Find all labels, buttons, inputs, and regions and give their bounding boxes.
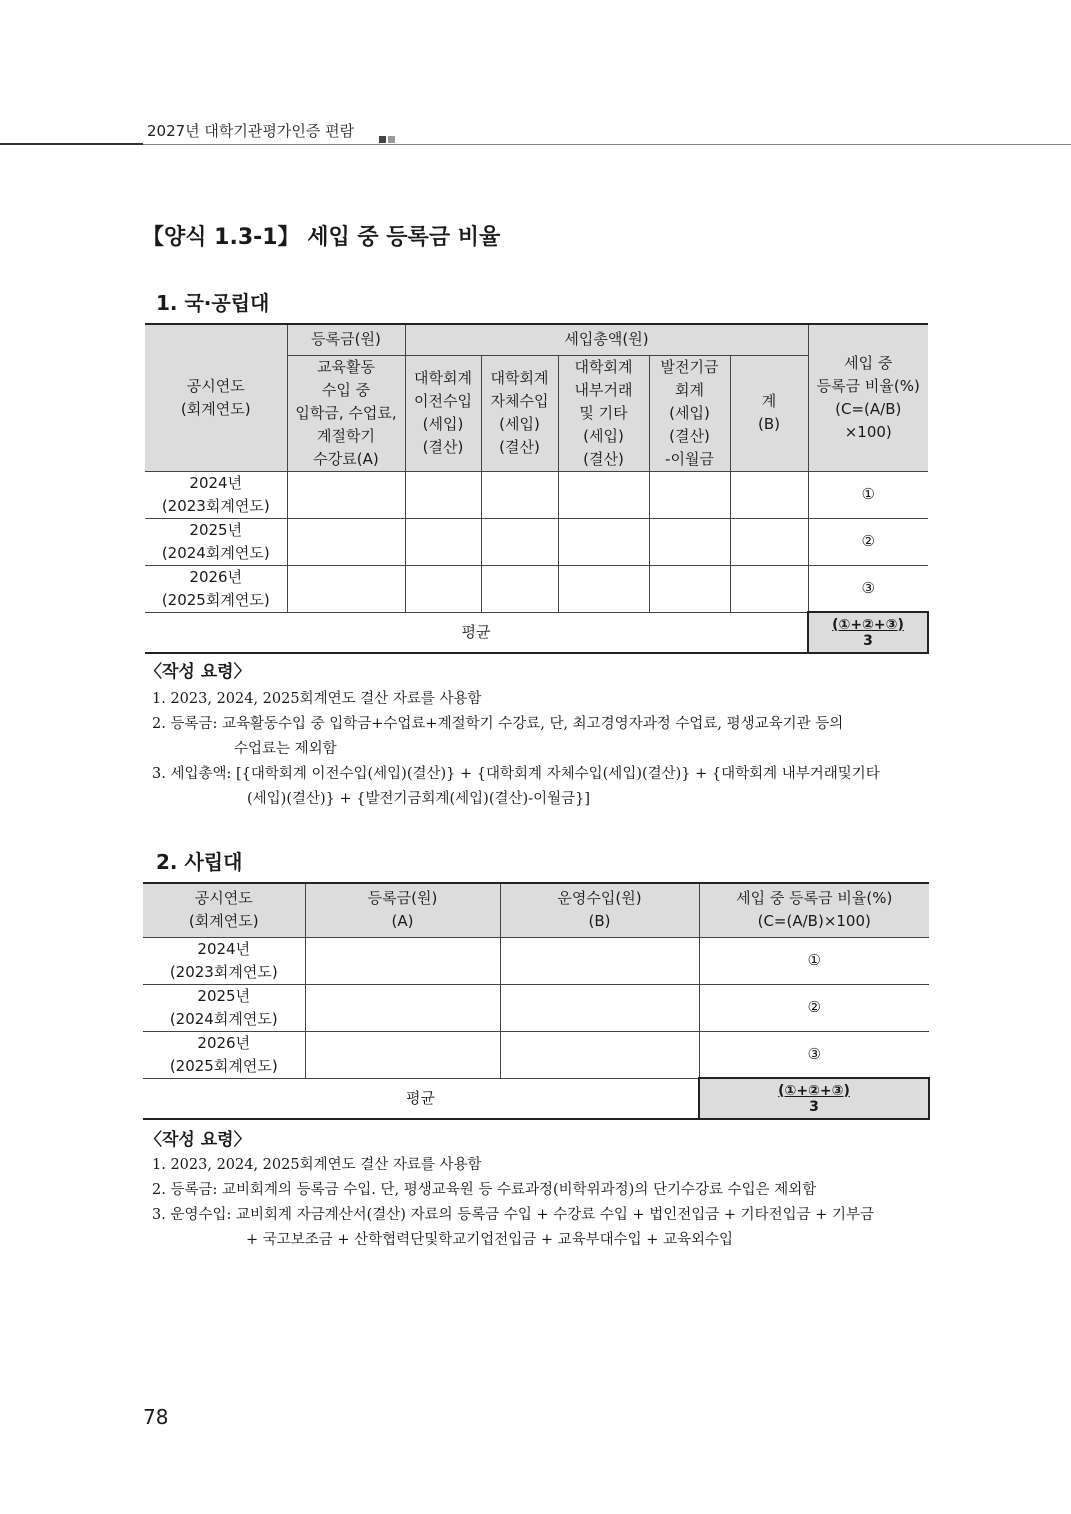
header-transfer-revenue bbox=[405, 355, 481, 471]
guide-item: 2. 등록금: 교비회계의 등록금 수입. 단, 평생교육원 등 수료과정(비학위과정)의 단기수강료 수입은 제외함 bbox=[152, 1182, 817, 1198]
guide-item: 3. 세입총액: [{대학회계 이전수입(세입)(결산)} + {대학회계 자체수입(세입)(결산)} + {대학회계 내부거래및기타 bbox=[152, 766, 880, 782]
average-formula bbox=[699, 1078, 929, 1119]
input-cell[interactable] bbox=[481, 518, 558, 565]
row-year bbox=[143, 984, 305, 1031]
guide-item: 3. 운영수입: 교비회계 자금계산서(결산) 자료의 등록금 수입 + 수강료 수입 + 법인전입금 + 기타전입금 + 기부금 bbox=[152, 1207, 875, 1223]
header-line: (B) bbox=[758, 415, 780, 433]
header-tuition-sub bbox=[287, 355, 405, 471]
input-cell[interactable] bbox=[405, 565, 481, 612]
header-line: 계절학기 bbox=[317, 426, 375, 445]
header-line: 수강료(A) bbox=[313, 449, 379, 468]
ratio-cell[interactable]: ② bbox=[699, 984, 929, 1031]
header-line: 공시연도 bbox=[194, 889, 253, 908]
input-cell[interactable] bbox=[649, 565, 730, 612]
input-cell[interactable] bbox=[405, 518, 481, 565]
row-year-label: 2026년 bbox=[189, 567, 243, 586]
header-line: 대학회계 bbox=[490, 369, 549, 387]
row-year-label: 2026년 bbox=[197, 1033, 251, 1052]
input-cell[interactable] bbox=[649, 471, 730, 518]
row-fiscal-label: (2023회계연도) bbox=[161, 496, 270, 515]
row-year bbox=[145, 565, 287, 612]
input-cell[interactable] bbox=[558, 518, 649, 565]
row-year-label: 2024년 bbox=[189, 473, 243, 492]
formula-numerator: (①+②+③) bbox=[832, 616, 904, 633]
ratio-cell[interactable]: ② bbox=[808, 518, 928, 565]
ratio-cell[interactable]: ③ bbox=[808, 565, 928, 612]
header-year-line: 공시연도 bbox=[186, 376, 245, 395]
header-self-revenue bbox=[481, 355, 558, 471]
row-year bbox=[145, 471, 287, 518]
row-year-label: 2025년 bbox=[197, 986, 251, 1005]
input-cell[interactable] bbox=[287, 471, 405, 518]
header-line: (회계연도) bbox=[188, 912, 259, 931]
guide-item-continuation: 수업료는 제외함 bbox=[234, 741, 337, 757]
header-line: 내부거래 bbox=[574, 380, 633, 399]
private-table bbox=[143, 882, 930, 1120]
guide-item: 2. 등록금: 교육활동수입 중 입학금+수업료+계절학기 수강료, 단, 최고경영자과정 수업료, 평생교육기관 등의 bbox=[152, 716, 844, 732]
header-line: (A) bbox=[391, 912, 414, 931]
header-internal-revenue bbox=[558, 355, 649, 471]
page-number: 78 bbox=[143, 1405, 169, 1429]
table-row bbox=[145, 471, 928, 518]
input-cell[interactable] bbox=[730, 518, 808, 565]
header-line: -이월금 bbox=[665, 449, 714, 468]
row-year-label: 2024년 bbox=[197, 939, 251, 958]
row-fiscal-label: (2025회계연도) bbox=[161, 590, 270, 609]
row-fiscal-label: (2024회계연도) bbox=[161, 543, 270, 562]
input-cell[interactable] bbox=[481, 471, 558, 518]
formula-numerator: (①+②+③) bbox=[778, 1082, 850, 1099]
table-row bbox=[143, 984, 929, 1031]
formula-denominator: 3 bbox=[863, 632, 873, 649]
header-line: (결산) bbox=[499, 438, 540, 456]
header-line: (세입) bbox=[583, 426, 624, 445]
header-ratio-line: ×100) bbox=[844, 422, 892, 441]
national-table bbox=[145, 323, 929, 654]
input-cell[interactable] bbox=[730, 565, 808, 612]
header-line: 대학회계 bbox=[414, 369, 472, 387]
header-ratio bbox=[808, 324, 928, 471]
header-line: (결산) bbox=[583, 449, 624, 468]
input-cell[interactable] bbox=[405, 471, 481, 518]
input-cell[interactable] bbox=[500, 937, 699, 984]
header-ratio-line: 등록금 비율(%) bbox=[816, 376, 920, 395]
input-cell[interactable] bbox=[558, 471, 649, 518]
header-square-light bbox=[388, 136, 395, 143]
header-line: 입학금, 수업료, bbox=[295, 403, 397, 422]
input-cell[interactable] bbox=[730, 471, 808, 518]
header-year bbox=[145, 324, 287, 471]
guide-item: 1. 2023, 2024, 2025회계연도 결산 자료를 사용함 bbox=[152, 691, 482, 707]
guide-item-continuation: + 국고보조금 + 산학협력단및학교기업전입금 + 교육부대수입 + 교육외수입 bbox=[246, 1232, 734, 1248]
header-year-line: (회계연도) bbox=[180, 399, 251, 418]
header-square-dark bbox=[379, 136, 386, 143]
header-line: (세입) bbox=[499, 415, 540, 433]
table-row bbox=[143, 937, 929, 984]
average-label: 평균 bbox=[143, 1078, 699, 1119]
guide-list-private bbox=[152, 1153, 932, 1253]
header-line: 세입 중 등록금 비율(%) bbox=[736, 889, 893, 908]
row-year bbox=[143, 937, 305, 984]
header-line: (B) bbox=[588, 912, 611, 931]
table-row bbox=[145, 565, 928, 612]
input-cell[interactable] bbox=[287, 565, 405, 612]
header-total bbox=[730, 355, 808, 471]
average-formula bbox=[808, 612, 928, 653]
form-title: 【양식 1.3-1】 세입 중 등록금 비율 bbox=[142, 225, 501, 250]
header-ratio-line: (C=(A/B) bbox=[835, 399, 902, 418]
average-row bbox=[143, 1078, 929, 1119]
header-ratio-line: 세입 중 bbox=[844, 353, 893, 372]
input-cell[interactable] bbox=[649, 518, 730, 565]
header-line: 계 bbox=[761, 392, 777, 410]
header-year bbox=[143, 883, 305, 937]
ratio-cell[interactable]: ① bbox=[699, 937, 929, 984]
header-line: (C=(A/B)×100) bbox=[757, 912, 871, 931]
average-row bbox=[145, 612, 928, 653]
header-rule-thin bbox=[143, 144, 1071, 145]
header-line: 회계 bbox=[675, 380, 704, 399]
header-fund-revenue bbox=[649, 355, 730, 471]
input-cell[interactable] bbox=[481, 565, 558, 612]
row-fiscal-label: (2023회계연도) bbox=[169, 962, 278, 981]
guide-item: 1. 2023, 2024, 2025회계연도 결산 자료를 사용함 bbox=[152, 1157, 482, 1173]
formula-denominator: 3 bbox=[809, 1098, 819, 1115]
row-year bbox=[143, 1031, 305, 1078]
header-line: 자체수입 bbox=[490, 392, 549, 410]
header-line: 운영수입(원) bbox=[557, 889, 642, 908]
header-line: 발전기금 bbox=[660, 357, 719, 376]
input-cell[interactable] bbox=[558, 565, 649, 612]
header-line: 수입 중 bbox=[321, 380, 371, 399]
ratio-cell[interactable]: ③ bbox=[699, 1031, 929, 1078]
section-title-private: 2. 사립대 bbox=[156, 850, 243, 874]
header-operating-revenue bbox=[500, 883, 699, 937]
row-fiscal-label: (2024회계연도) bbox=[169, 1009, 278, 1028]
section-title-national: 1. 국·공립대 bbox=[156, 291, 270, 315]
input-cell[interactable] bbox=[287, 518, 405, 565]
header-line: (세입) bbox=[669, 403, 710, 422]
table-row bbox=[143, 1031, 929, 1078]
header-line: 교육활동 bbox=[317, 357, 375, 376]
header-revenue-group: 세입총액(원) bbox=[405, 324, 808, 355]
input-cell[interactable] bbox=[500, 984, 699, 1031]
row-year bbox=[145, 518, 287, 565]
header-line: 대학회계 bbox=[574, 357, 633, 376]
guide-list-national bbox=[152, 687, 932, 812]
input-cell[interactable] bbox=[305, 984, 500, 1031]
table-row bbox=[145, 518, 928, 565]
ratio-cell[interactable]: ① bbox=[808, 471, 928, 518]
input-cell[interactable] bbox=[500, 1031, 699, 1078]
header-line: (결산) bbox=[422, 438, 464, 456]
header-line: (세입) bbox=[422, 415, 464, 433]
guide-title-national: 〈작성 요령〉 bbox=[145, 662, 251, 682]
row-fiscal-label: (2025회계연도) bbox=[169, 1056, 278, 1075]
average-label: 평균 bbox=[145, 612, 808, 653]
header-tuition bbox=[305, 883, 500, 937]
guide-title-private: 〈작성 요령〉 bbox=[145, 1130, 251, 1150]
header-rule-thick bbox=[0, 143, 143, 145]
guide-item-continuation: (세입)(결산)} + {발전기금회계(세입)(결산)-이월금}] bbox=[247, 791, 590, 807]
input-cell[interactable] bbox=[305, 937, 500, 984]
running-header-title: 2027년 대학기관평가인증 편람 bbox=[147, 122, 355, 140]
header-line: 등록금(원) bbox=[367, 889, 438, 908]
header-ratio bbox=[699, 883, 929, 937]
header-line: 및 기타 bbox=[579, 403, 628, 422]
header-line: 이전수입 bbox=[414, 392, 472, 410]
input-cell[interactable] bbox=[305, 1031, 500, 1078]
header-tuition-group: 등록금(원) bbox=[287, 324, 405, 355]
row-year-label: 2025년 bbox=[189, 520, 243, 539]
header-line: (결산) bbox=[669, 426, 710, 445]
